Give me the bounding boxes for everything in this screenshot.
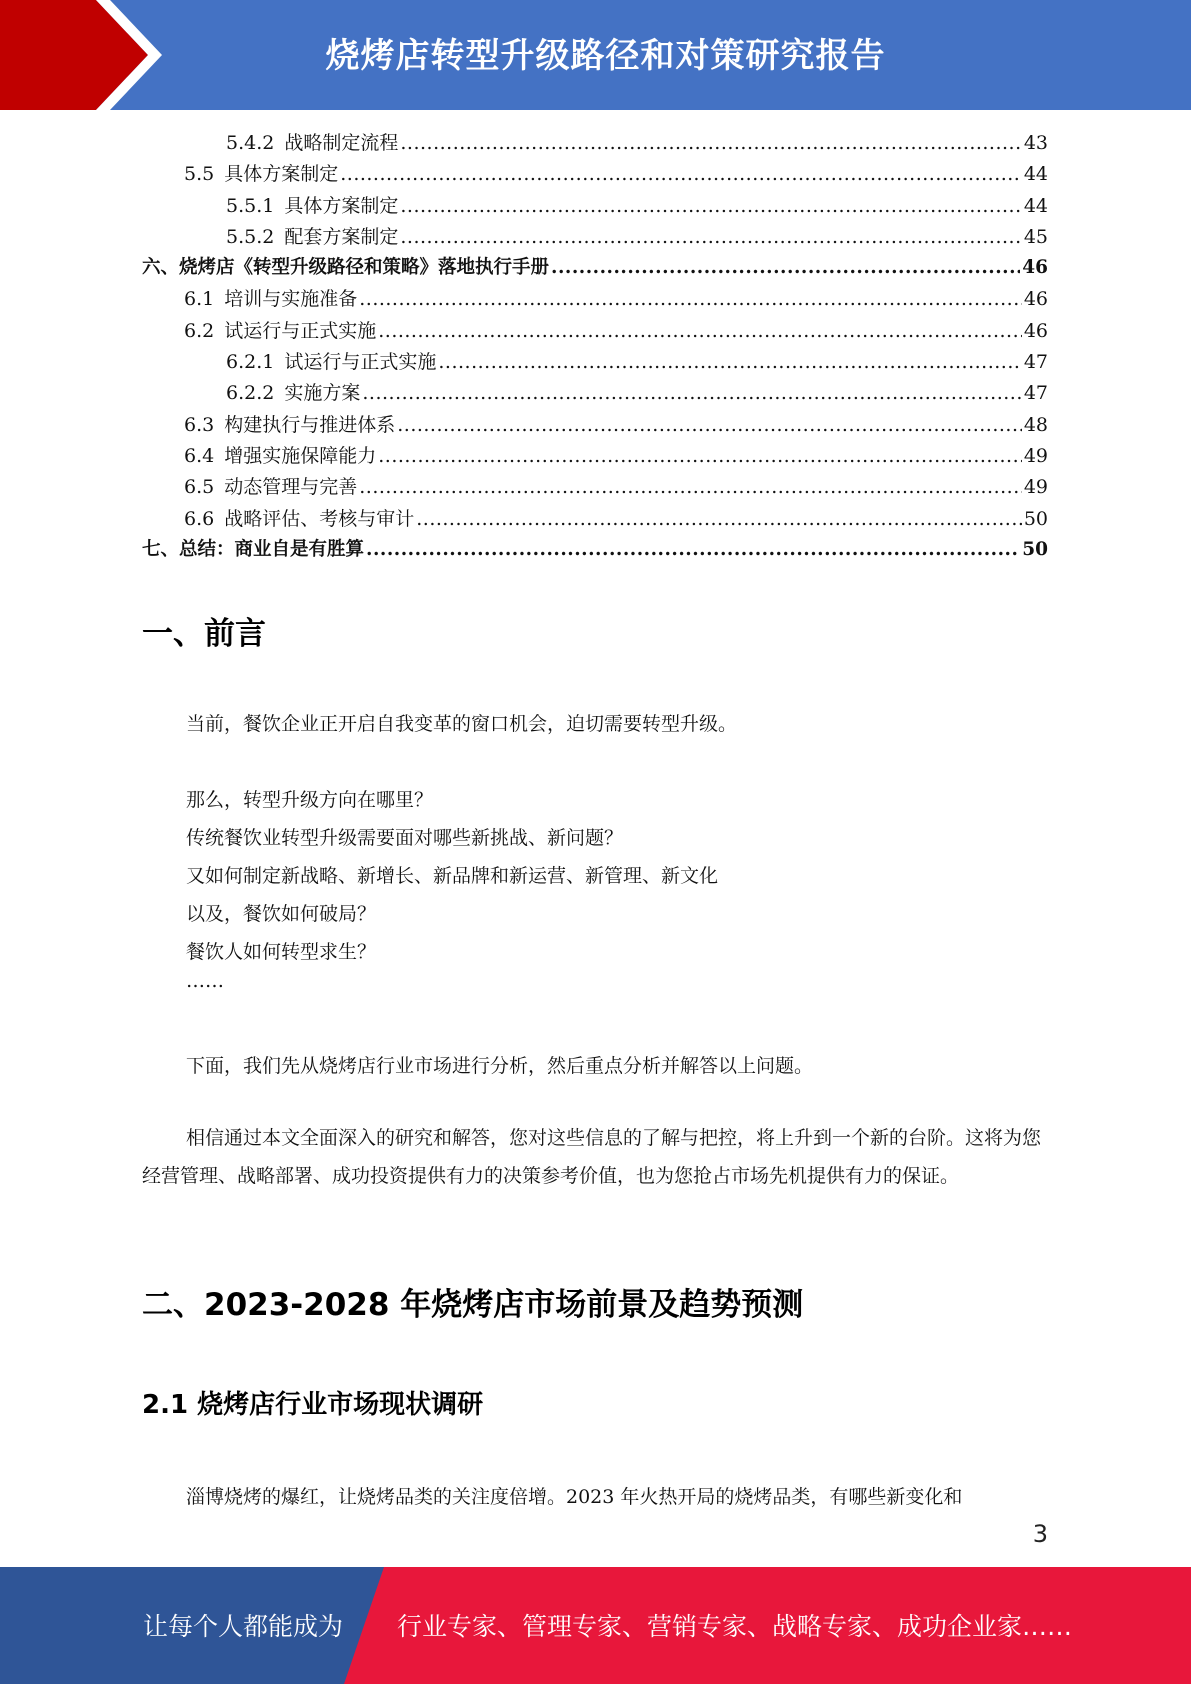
preface-paragraph: 相信通过本文全面深入的研究和解答，您对这些信息的了解与把控，将上升到一个新的台阶。这将为您经营管理、战略部署、成功投资提供有力的决策参考价值，也为您抢占市场先机提供有力的保证。 [142,1127,1042,1187]
table-of-contents [142,128,1048,566]
toc-entry-page: 44 [1023,163,1048,186]
toc-entry-title: 构建执行与推进体系 [224,413,396,436]
toc-entry-page: 47 [1023,382,1048,405]
toc-dot-leader [362,382,1021,404]
toc-entry[interactable] [142,347,1048,378]
toc-entry-page: 45 [1023,225,1048,248]
toc-entry-title: 六、烧烤店《转型升级路径和策略》落地执行手册 [142,257,550,279]
toc-entry-page: 44 [1023,194,1048,217]
toc-entry-number: 5.4.2 [226,132,275,154]
toc-entry-page: 48 [1023,413,1048,436]
toc-entry-number: 6.6 [184,507,215,530]
question-line: 又如何制定新战略、新增长、新品牌和新运营、新管理、新文化 [186,865,719,887]
toc-entry[interactable] [142,284,1048,315]
toc-entry-title: 七、总结：商业自是有胜算 [142,538,365,560]
toc-entry-title: 培训与实施准备 [224,288,358,311]
toc-entry-number: 6.5 [184,476,215,499]
toc-dot-leader [340,163,1022,185]
toc-entry-page: 46 [1023,288,1048,311]
toc-entry-title: 试运行与正式实施 [284,351,437,374]
toc-entry-number: 5.5 [184,163,215,186]
toc-entry-page: 49 [1023,444,1048,467]
toc-entry[interactable] [142,222,1048,253]
question-line: 以及，餐饮如何破局？ [186,903,377,925]
toc-entry-number: 6.4 [184,444,215,467]
toc-entry-number: 6.2.2 [226,382,275,405]
toc-entry-title: 具体方案制定 [284,194,399,217]
toc-entry-title: 实施方案 [284,382,361,405]
toc-entry-number: 6.1 [184,288,215,311]
question-line: 那么，转型升级方向在哪里？ [186,789,434,811]
footer-slogan-left: 让每个人都能成为 [143,1612,344,1641]
toc-entry-number: 6.2.1 [226,351,275,374]
toc-dot-leader [359,288,1022,310]
toc-entry-page: 50 [1022,538,1048,560]
toc-dot-leader [400,195,1021,217]
toc-entry-number: 6.2 [184,319,215,342]
toc-dot-leader [366,539,1020,560]
toc-entry-number: 5.5.1 [226,194,275,217]
toc-entry-page: 46 [1022,257,1048,279]
question-ellipsis: …… [186,970,224,992]
toc-entry[interactable] [142,191,1048,222]
body-paragraph: 淄博烧烤的爆红，让烧烤品类的关注度倍增。2023 年火热开局的烧烤品类，有哪些新变化和 [186,1486,963,1508]
toc-entry-title: 具体方案制定 [224,163,339,186]
page-number: 3 [1032,1520,1048,1548]
toc-dot-leader [359,476,1022,498]
toc-dot-leader [400,132,1021,154]
toc-entry-title: 增强实施保障能力 [224,444,377,467]
toc-entry-page: 47 [1023,351,1048,374]
toc-entry[interactable] [142,128,1048,159]
toc-entry[interactable] [142,535,1048,566]
toc-dot-leader [400,226,1021,248]
toc-dot-leader [416,508,1022,530]
toc-entry[interactable] [142,441,1048,472]
toc-entry-title: 战略评估、考核与审计 [224,507,415,530]
toc-entry-title: 战略制定流程 [284,132,399,154]
question-line: 传统餐饮业转型升级需要面对哪些新挑战、新问题？ [186,827,624,849]
footer-slogan-right: 行业专家、管理专家、营销专家、战略专家、成功企业家…… [397,1612,1073,1641]
toc-entry[interactable] [142,159,1048,190]
toc-entry-title: 试运行与正式实施 [224,319,377,342]
toc-dot-leader [397,414,1022,436]
toc-entry-page: 43 [1023,132,1048,154]
toc-entry[interactable] [142,253,1048,284]
question-line: 餐饮人如何转型求生？ [186,941,377,963]
section-heading-preface: 一、前言 [142,616,266,652]
subsection-heading: 2.1 烧烤店行业市场现状调研 [142,1390,484,1420]
toc-dot-leader [438,351,1021,373]
toc-dot-leader [551,257,1020,278]
toc-entry-page: 49 [1023,476,1048,499]
page-header [0,0,1191,110]
page-footer [0,1567,1191,1684]
toc-entry[interactable] [142,410,1048,441]
toc-dot-leader [378,445,1022,467]
section-heading-market: 二、2023-2028 年烧烤店市场前景及趋势预测 [142,1287,804,1323]
toc-entry-page: 50 [1023,507,1048,530]
toc-entry-page: 46 [1023,319,1048,342]
preface-intro: 当前，餐饮企业正开启自我变革的窗口机会，迫切需要转型升级。 [186,713,738,735]
toc-entry-title: 配套方案制定 [284,225,399,248]
preface-paragraph: 下面，我们先从烧烤店行业市场进行分析，然后重点分析并解答以上问题。 [186,1055,814,1077]
toc-entry[interactable] [142,316,1048,347]
toc-entry-number: 5.5.2 [226,225,275,248]
toc-entry[interactable] [142,504,1048,535]
toc-entry[interactable] [142,378,1048,409]
document-title: 烧烤店转型升级路径和对策研究报告 [325,36,886,76]
toc-entry-title: 动态管理与完善 [224,476,358,499]
toc-entry-number: 6.3 [184,413,215,436]
toc-dot-leader [378,320,1022,342]
toc-entry[interactable] [142,472,1048,503]
